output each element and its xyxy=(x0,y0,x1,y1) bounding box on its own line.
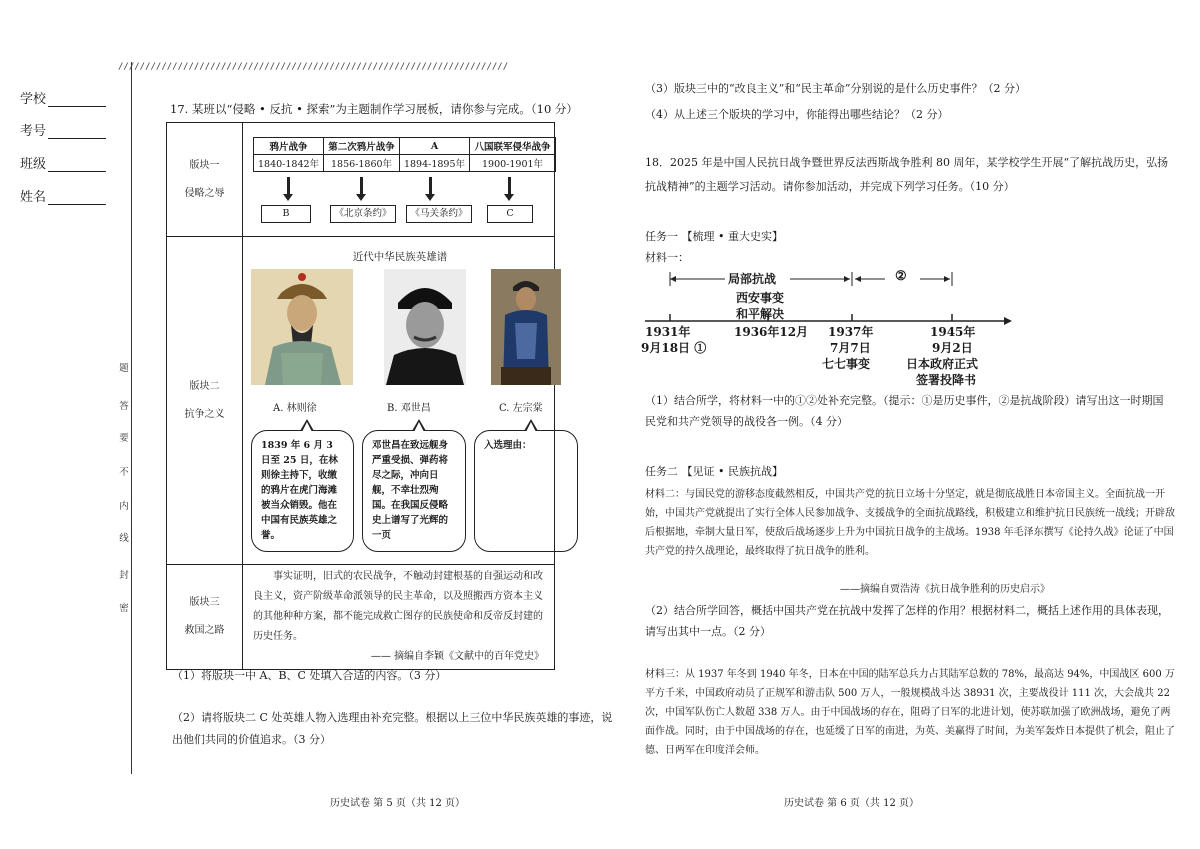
zuo-zongtang-portrait xyxy=(491,269,561,385)
treaty-box-b: B xyxy=(261,205,311,223)
block1-subtitle: 侵略之辱 xyxy=(184,187,225,199)
arrow-down-icon xyxy=(360,177,363,195)
block3-content xyxy=(243,565,555,670)
war-name: A xyxy=(399,138,469,155)
page-footer-left: 历史试卷 第 5 页（共 12 页） xyxy=(330,798,465,809)
wars-table xyxy=(253,137,556,172)
timeline xyxy=(640,266,1020,388)
war-years: 1840-1842年 xyxy=(254,155,324,172)
question-18-intro: 18．2025 年是中国人民抗日战争暨世界反法西斯战争胜利 80 周年，某学校学生开展“了解抗战历史，弘扬抗战精神”的主题学习活动。请你参加活动，并完成下列学习任务。（10 分） xyxy=(645,156,1169,193)
timeline-year: 1945年 xyxy=(930,325,976,339)
deng-shichang-portrait xyxy=(384,269,486,385)
deng-shichang-bubble: 邓世昌在致远舰身严重受损、弹药将尽之际，冲向日舰，不幸壮烈殉国。在我国反侵略史上谱写了光辉的一页 xyxy=(362,430,466,552)
timeline-marco-polo-bridge: 七七事变 xyxy=(822,357,871,371)
binding-char: 内 xyxy=(118,498,130,512)
block1-content xyxy=(243,123,555,237)
name-label: 姓名 xyxy=(20,190,47,205)
block2-content xyxy=(243,237,555,565)
block2-label-cell xyxy=(167,237,243,565)
timeline-surrender-signing: 签署投降书 xyxy=(916,373,977,387)
block3-label: 版块三 xyxy=(189,597,220,608)
lin-zexu-bubble: 1839 年 6 月 3 日至 25 日，在林则徐主持下，收缴的鸦片在虎门海滩被当众销毁。他在中国有民族英雄之誉。 xyxy=(251,430,354,552)
binding-char: 封 xyxy=(118,567,130,581)
binding-char: 答 xyxy=(118,398,130,412)
binding-char: 密 xyxy=(118,600,130,614)
name-field[interactable] xyxy=(20,186,106,205)
material2-text: 材料二：与国民党的游移态度截然相反，中国共产党的抗日立场十分坚定，就是彻底战胜日本帝国主义。全面抗战一开始，中国共产党就提出了实行全体人民参加战争、支援战争的全面抗战路线，积极建立和维护抗日民族统一战线；开辟敌后根据地，牵制大量日军，使敌后战场逐步上升为中国抗日战争的主战场。1938 年毛泽东撰写《论持久战》论证了中国共产党的持久战理论，最终取得了抗日战争的胜利。 xyxy=(645,489,1175,557)
treaty-box: 《北京条约》 xyxy=(330,205,396,223)
timeline-date-918: 9月18日 ① xyxy=(641,341,707,355)
task2-heading: 任务二 【见证 • 民族抗战】 xyxy=(645,465,783,478)
war-name: 鸦片战争 xyxy=(254,138,324,155)
class-field[interactable] xyxy=(20,153,106,172)
zuo-zongtang-reason-bubble[interactable]: 入选理由： xyxy=(474,430,578,552)
arrow-down-icon xyxy=(429,177,432,195)
war-years: 1856-1860年 xyxy=(324,155,400,172)
q17-part1: （1）将版块一中 A、B、C 处填入合适的内容。（3 分） xyxy=(172,669,447,682)
timeline-local-war: 局部抗战 xyxy=(728,272,777,286)
timeline-xian-incident: 西安事变 xyxy=(736,291,785,305)
binding-char: 线 xyxy=(118,530,130,544)
q17-part2: （2）请将版块二 C 处英雄人物入选理由补充完整。根据以上三位中华民族英雄的事迹，说出他们共同的价值追求。（3 分） xyxy=(172,711,613,746)
material3-text: 材料三：从 1937 年冬到 1940 年冬，日本在中国的陆军总兵力占其陆军总数的 78%，最高达 94%，中国战区 600 万平方千米，中国政府动员了正规军和游击队 500 万人，一般规模战斗达 38931 次，主要战役计 111 次，大会战共 22 次，中国军队伤亡人数超 338 万人。由于中国战场的存在，阻碍了日军的北进计划，使苏联加强了欧洲战场，避免了两面作战。同时，由于中国战场的存在，也延缓了日军的南进，为英、美赢得了时间，为美军轰炸日本提供了机会，阻止了德、日两军在印度洋会师。 xyxy=(645,669,1175,756)
binding-char: 要 xyxy=(118,430,130,444)
arrow-down-icon xyxy=(508,177,511,195)
lin-zexu-portrait xyxy=(251,269,353,385)
page-footer-right: 历史试卷 第 6 页（共 12 页） xyxy=(784,798,919,809)
timeline-blank-1[interactable]: ① xyxy=(694,341,707,355)
block1-label: 版块一 xyxy=(189,159,220,171)
task1-heading: 任务一 【梳理 • 重大史实】 xyxy=(645,230,783,243)
exam-number-field[interactable] xyxy=(20,120,106,139)
arrow-down-icon xyxy=(287,177,290,195)
task1-question: （1）结合所学，将材料一中的①②处补充完整。（提示：①是历史事件，②是抗战阶段）请写出这一时期国民党和共产党领导的战役各一例。（4 分） xyxy=(645,394,1164,428)
block3-text: 事实证明，旧式的农民战争，不触动封建根基的自强运动和改良主义，资产阶级革命派领导的民主革命，以及照搬西方资本主义的其他种种方案，都不能完成救亡图存的民族使命和反帝反封建的历史任务。 xyxy=(253,571,543,642)
war-name: 第二次鸦片战争 xyxy=(324,138,400,155)
treaty-box-c: C xyxy=(487,205,533,223)
task2-question: （2）结合所学回答，概括中国共产党在抗战中发挥了怎样的作用？根据材料二，概括上述作用的具体表现，请写出其中一点。（2 分） xyxy=(645,604,1169,638)
war-name: 八国联军侵华战争 xyxy=(470,138,556,155)
exam-number-label: 考号 xyxy=(20,124,47,139)
block1-label-cell xyxy=(167,123,243,237)
timeline-blank-2[interactable]: ② xyxy=(895,269,907,284)
timeline-year: 1931年 xyxy=(645,325,691,339)
block3-source: —— 摘编自李颖《文献中的百年党史》 xyxy=(370,651,544,662)
q17-part4: （4）从上述三个版块的学习中，你能得出哪些结论？（2 分） xyxy=(645,108,949,121)
question-17-title: 17. 某班以“侵略 • 反抗 • 探索”为主题制作学习展板，请你参与完成。（10 分） xyxy=(170,102,578,116)
binding-char: 不 xyxy=(118,464,130,478)
block3-label-cell xyxy=(167,565,243,670)
class-label: 班级 xyxy=(20,157,47,172)
timeline-date-77: 7月7日 xyxy=(830,341,871,355)
block2-label: 版块二 xyxy=(189,380,220,392)
hero-name: A. 林则徐 xyxy=(273,403,317,414)
treaty-box: 《马关条约》 xyxy=(406,205,472,223)
block3-subtitle: 救国之路 xyxy=(184,625,225,636)
binding-line: //////////////////////////////////////////////////////////////////////// 题 答 要 不 内 线 封 密 xyxy=(118,62,140,774)
timeline-date-92: 9月2日 xyxy=(932,341,973,355)
timeline-year: 1936年12月 xyxy=(734,325,809,339)
timeline-peaceful-resolution: 和平解决 xyxy=(736,307,785,321)
hero-name: C. 左宗棠 xyxy=(499,403,543,414)
exhibition-table xyxy=(166,122,555,670)
hero-name: B. 邓世昌 xyxy=(387,403,431,414)
war-years: 1900-1901年 xyxy=(470,155,556,172)
timeline-year: 1937年 xyxy=(828,325,874,339)
school-label: 学校 xyxy=(20,92,47,107)
material2-source: ——摘编自贾浩涛《抗日战争胜利的历史启示》 xyxy=(840,584,1050,595)
block2-subtitle: 抗争之义 xyxy=(184,408,225,420)
timeline-japan-surrender: 日本政府正式 xyxy=(906,357,979,371)
school-field[interactable] xyxy=(20,88,106,107)
war-years: 1894-1895年 xyxy=(399,155,469,172)
heroes-title: 近代中华民族英雄谱 xyxy=(352,251,448,263)
q17-part3: （3）版块三中的“改良主义”和“民主革命”分别说的是什么历史事件？（2 分） xyxy=(645,82,1026,95)
binding-char: 题 xyxy=(118,360,130,374)
material1-label: 材料一： xyxy=(645,251,689,264)
